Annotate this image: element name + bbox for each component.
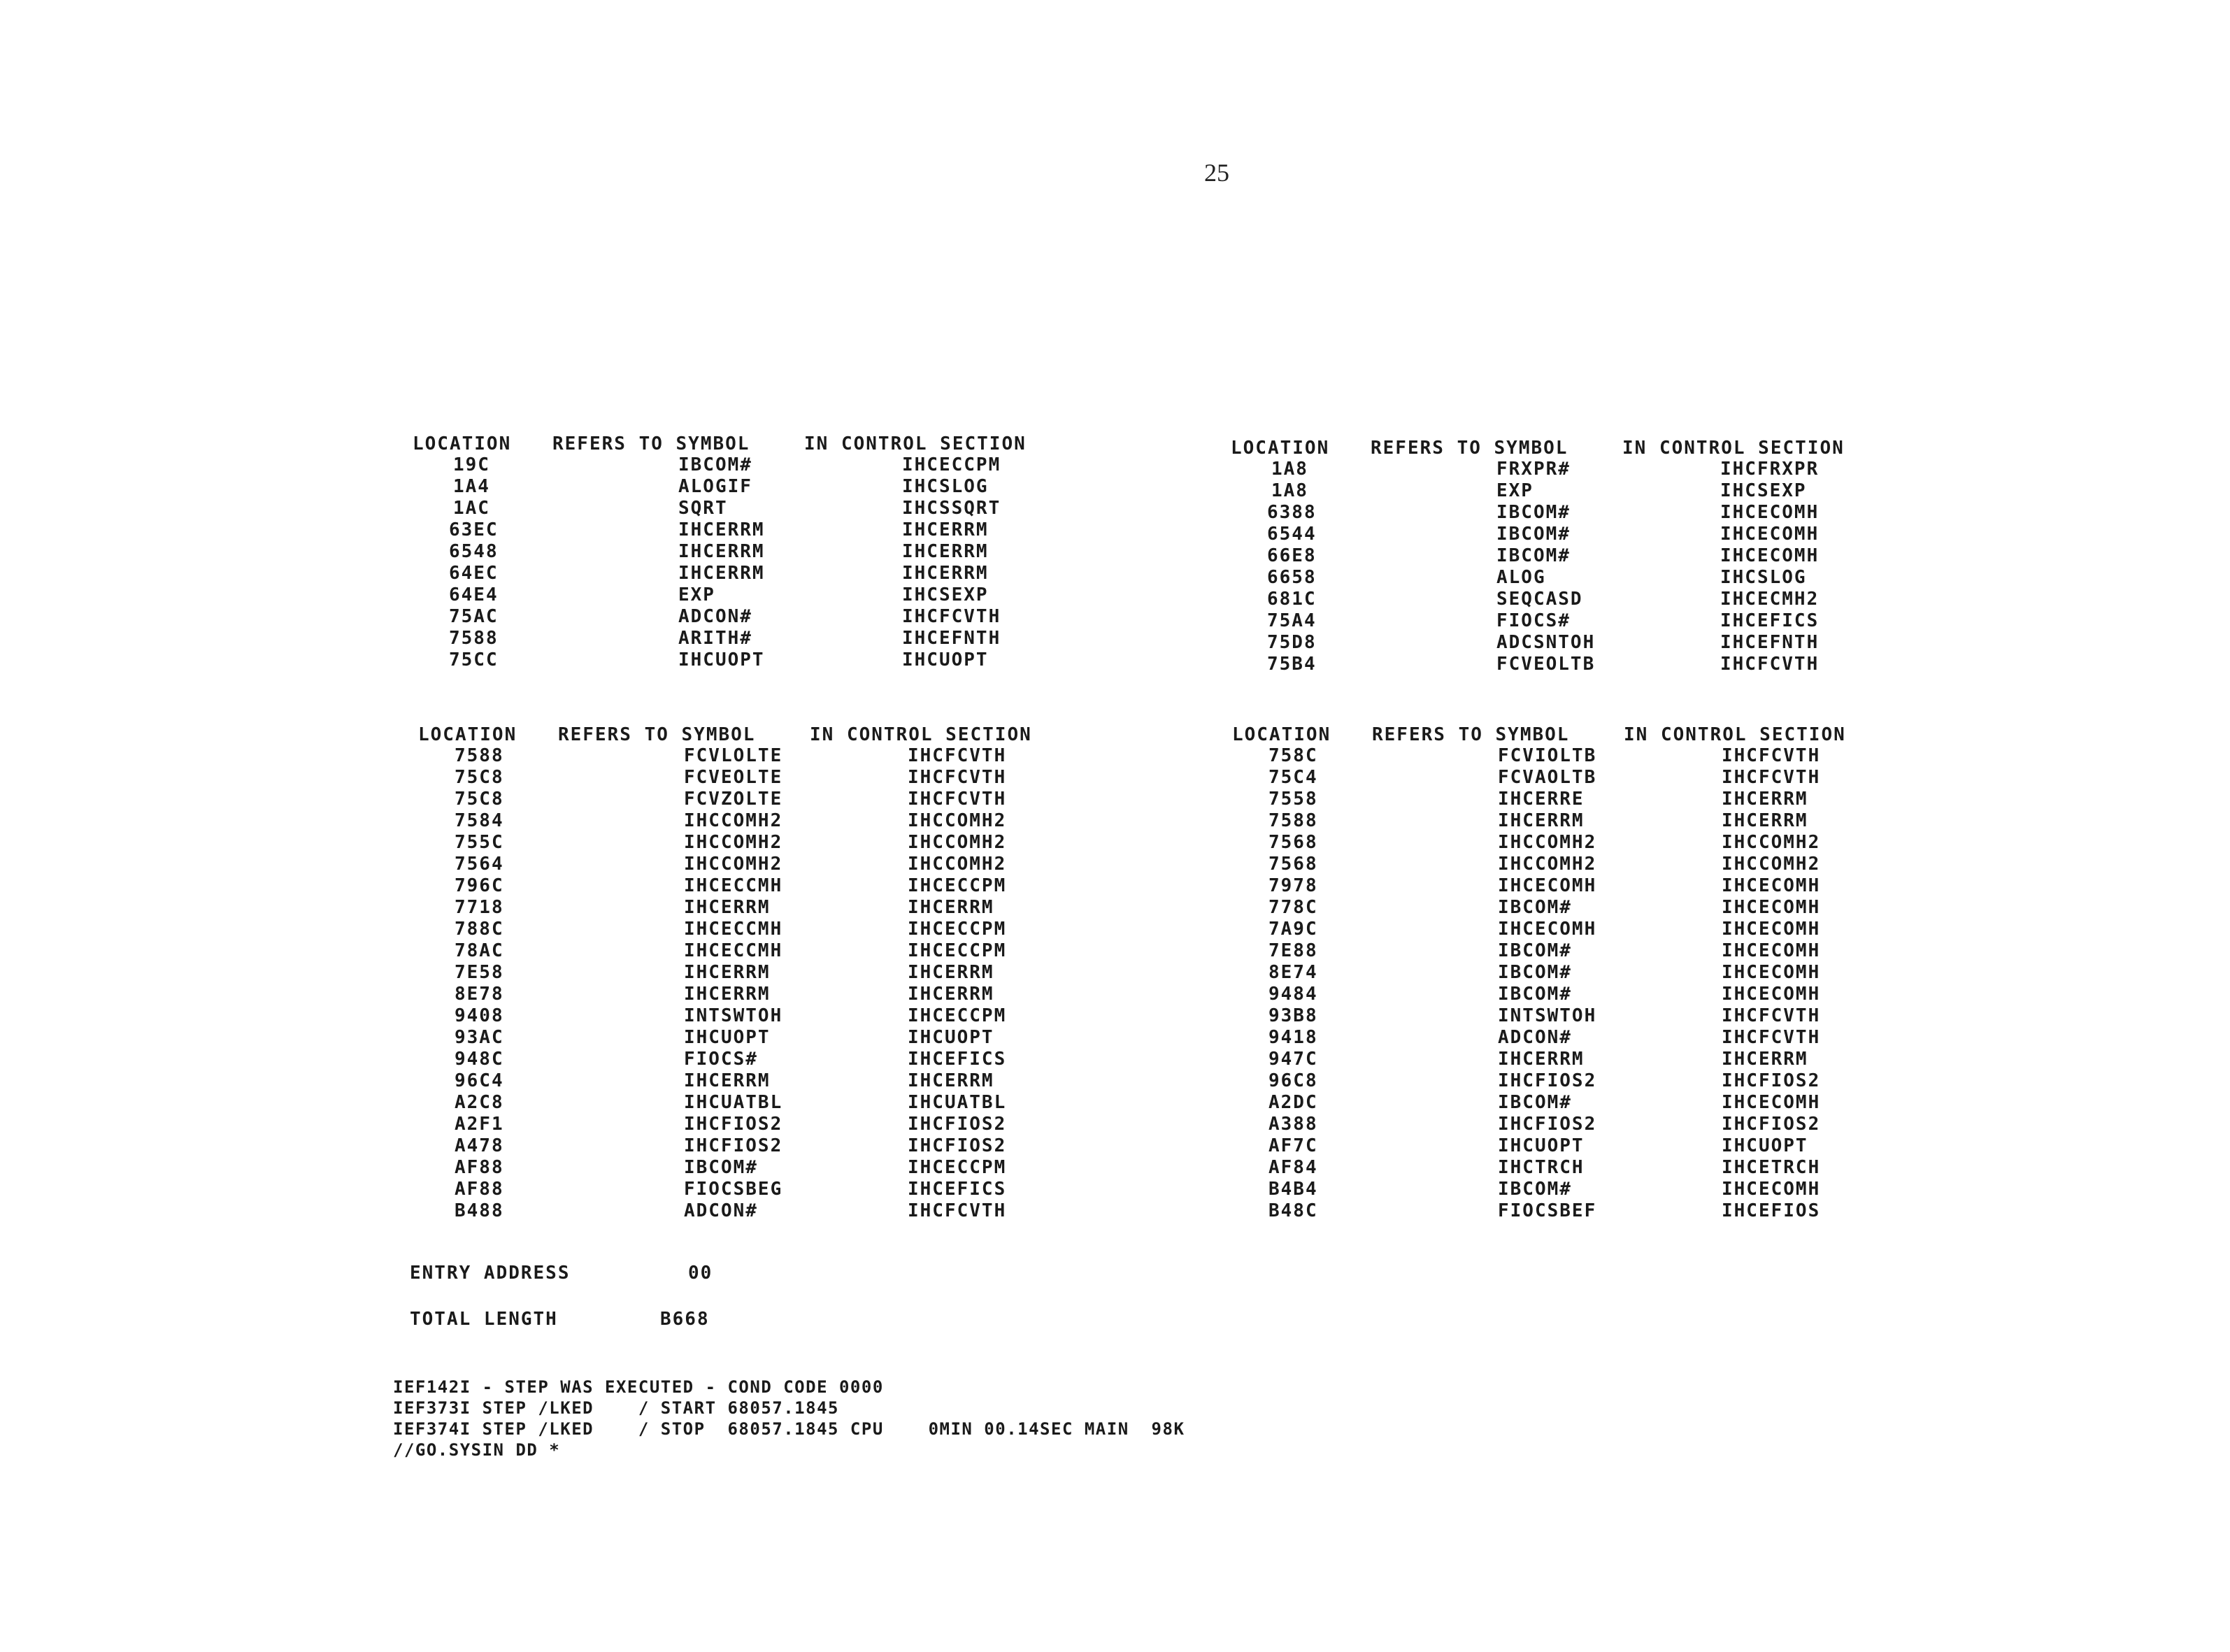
location-cell: 1A8 <box>1271 480 1308 501</box>
symbol-cell: IHCCOMH2 <box>1498 854 1597 875</box>
location-cell: AF88 <box>455 1157 504 1178</box>
control-section-cell: IHCSSQRT <box>902 498 1001 519</box>
control-section-cell: IHCECCPM <box>908 1157 1007 1178</box>
table-row <box>1232 984 1931 1005</box>
table-row <box>418 897 1117 918</box>
symbol-cell: ALOGIF <box>678 476 752 497</box>
location-cell: 96C8 <box>1268 1070 1318 1091</box>
location-cell: 75A4 <box>1267 610 1317 631</box>
location-cell: 75C8 <box>455 767 504 788</box>
table-row <box>413 454 1112 475</box>
symbol-cell: IHCCOMH2 <box>684 832 783 853</box>
location-cell: 7978 <box>1268 875 1318 896</box>
control-section-cell: IHCUOPT <box>908 1027 994 1048</box>
symbol-cell: IHCUOPT <box>1498 1135 1585 1156</box>
header-location: LOCATION <box>418 724 517 745</box>
control-section-cell: IHCECCPM <box>908 1005 1007 1026</box>
control-section-cell: IHCFCVTH <box>1720 654 1820 675</box>
symbol-cell: IHCERRM <box>678 541 765 562</box>
total-length-value: B668 <box>660 1309 710 1330</box>
location-cell: 75B4 <box>1267 654 1317 675</box>
location-cell: 78AC <box>455 940 504 961</box>
control-section-cell: IHCFCVTH <box>908 745 1007 766</box>
symbol-cell: IHCECCMH <box>684 919 783 940</box>
location-cell: 75CC <box>449 649 499 670</box>
location-cell: 7E88 <box>1268 940 1318 961</box>
symbol-cell: IHCECOMH <box>1498 875 1597 896</box>
control-section-cell: IHCECCPM <box>908 919 1007 940</box>
control-section-cell: IHCSLOG <box>902 476 989 497</box>
location-cell: A388 <box>1268 1114 1318 1135</box>
table-row <box>1232 1070 1931 1091</box>
symbol-cell: ARITH# <box>678 628 752 649</box>
table-row <box>418 1157 1117 1178</box>
symbol-cell: FCVZOLTE <box>684 789 783 810</box>
symbol-cell: IHCCOMH2 <box>684 810 783 831</box>
symbol-cell: FCVIOLTB <box>1498 745 1597 766</box>
table-row <box>418 962 1117 983</box>
control-section-cell: IHCEFICS <box>908 1049 1007 1070</box>
table-row <box>1232 832 1931 853</box>
control-section-cell: IHCERRM <box>1722 789 1808 810</box>
location-cell: 6388 <box>1267 502 1317 523</box>
symbol-cell: FCVLOLTE <box>684 745 783 766</box>
location-cell: A2DC <box>1268 1092 1318 1113</box>
location-cell: 93B8 <box>1268 1005 1318 1026</box>
symbol-cell: FCVEOLTE <box>684 767 783 788</box>
table-row <box>1232 919 1931 940</box>
table-row <box>418 1027 1117 1048</box>
symbol-cell: IHCUOPT <box>678 649 765 670</box>
table-row <box>418 789 1117 810</box>
table-row <box>1232 767 1931 788</box>
symbol-cell: IHCERRM <box>684 962 771 983</box>
table-row <box>418 1092 1117 1113</box>
location-cell: 7584 <box>455 810 504 831</box>
location-cell: 96C4 <box>455 1070 504 1091</box>
symbol-cell: IHCERRE <box>1498 789 1585 810</box>
control-section-cell: IHCEFNTH <box>902 628 1001 649</box>
location-cell: 93AC <box>455 1027 504 1048</box>
control-section-cell: IHCCOMH2 <box>908 854 1007 875</box>
location-cell: 947C <box>1268 1049 1318 1070</box>
symbol-cell: INTSWTOH <box>684 1005 783 1026</box>
symbol-cell: IBCOM# <box>1498 984 1572 1005</box>
control-section-cell: IHCFCVTH <box>1722 1027 1821 1048</box>
table-row <box>1231 459 1930 480</box>
symbol-cell: EXP <box>678 584 715 605</box>
total-length-label: TOTAL LENGTH <box>410 1309 558 1330</box>
control-section-cell: IHCECOMH <box>1722 984 1821 1005</box>
symbol-cell: ADCSNTOH <box>1496 632 1596 653</box>
control-section-cell: IHCFCVTH <box>908 767 1007 788</box>
control-section-cell: IHCERRM <box>902 541 989 562</box>
control-section-cell: IHCECMH2 <box>1720 589 1820 610</box>
table-row <box>1232 1179 1931 1200</box>
control-section-cell: IHCUOPT <box>1722 1135 1808 1156</box>
table-row <box>413 584 1112 605</box>
page-number: 25 <box>1204 159 1229 187</box>
table-row <box>413 628 1112 649</box>
control-section-cell: IHCFCVTH <box>1722 1005 1821 1026</box>
location-cell: 1A4 <box>453 476 490 497</box>
control-section-cell: IHCSLOG <box>1720 567 1807 588</box>
location-cell: 7588 <box>449 628 499 649</box>
table-row <box>418 940 1117 961</box>
symbol-cell: IBCOM# <box>1498 940 1572 961</box>
control-section-cell: IHCFRXPR <box>1720 459 1820 480</box>
control-section-cell: IHCSEXP <box>1720 480 1807 501</box>
table-row <box>418 1114 1117 1135</box>
location-cell: 788C <box>455 919 504 940</box>
table-row <box>1232 1114 1931 1135</box>
location-cell: A2C8 <box>455 1092 504 1113</box>
location-cell: 7558 <box>1268 789 1318 810</box>
symbol-cell: ADCON# <box>1498 1027 1572 1048</box>
control-section-cell: IHCERRM <box>908 1070 994 1091</box>
control-section-cell: IHCFCVTH <box>902 606 1001 627</box>
location-cell: B4B4 <box>1268 1179 1318 1200</box>
table-row <box>1232 875 1931 896</box>
control-section-cell: IHCERRM <box>902 519 989 540</box>
symbol-cell: FIOCSBEG <box>684 1179 783 1200</box>
symbol-cell: FCVEOLTB <box>1496 654 1596 675</box>
job-message-1: IEF142I - STEP WAS EXECUTED - COND CODE 0000 <box>393 1377 884 1397</box>
control-section-cell: IHCCOMH2 <box>908 832 1007 853</box>
location-cell: 7718 <box>455 897 504 918</box>
symbol-cell: IHCERRM <box>684 984 771 1005</box>
control-section-cell: IHCFCVTH <box>1722 745 1821 766</box>
location-cell: 8E78 <box>455 984 504 1005</box>
control-section-cell: IHCERRM <box>902 563 989 584</box>
control-section-cell: IHCFCVTH <box>1722 767 1821 788</box>
table-row <box>1232 854 1931 875</box>
control-section-cell: IHCECOMH <box>1722 897 1821 918</box>
control-section-cell: IHCEFIOS <box>1722 1200 1821 1221</box>
location-cell: A478 <box>455 1135 504 1156</box>
control-section-cell: IHCFCVTH <box>908 1200 1007 1221</box>
symbol-cell: IHCCOMH2 <box>1498 832 1597 853</box>
control-section-cell: IHCFCVTH <box>908 789 1007 810</box>
table-row <box>413 498 1112 519</box>
header-in-control-section: IN CONTROL SECTION <box>810 724 1032 745</box>
table-row <box>418 984 1117 1005</box>
location-cell: 9418 <box>1268 1027 1318 1048</box>
table-row <box>1232 789 1931 810</box>
control-section-cell: IHCERRM <box>1722 1049 1808 1070</box>
symbol-cell: FIOCS# <box>1496 610 1571 631</box>
control-section-cell: IHCECOMH <box>1722 919 1821 940</box>
header-location: LOCATION <box>1231 438 1330 459</box>
table-row <box>1232 1157 1931 1178</box>
table-row <box>1231 480 1930 501</box>
symbol-cell: SEQCASD <box>1496 589 1583 610</box>
location-cell: 9484 <box>1268 984 1318 1005</box>
symbol-cell: IHCERRM <box>678 563 765 584</box>
control-section-cell: IHCSEXP <box>902 584 989 605</box>
table-row <box>413 541 1112 562</box>
table-row <box>1232 1005 1931 1026</box>
table-row <box>418 767 1117 788</box>
location-cell: A2F1 <box>455 1114 504 1135</box>
control-section-cell: IHCECOMH <box>1720 545 1820 566</box>
location-cell: AF84 <box>1268 1157 1318 1178</box>
table-row <box>1231 567 1930 588</box>
symbol-cell: IHCECCMH <box>684 875 783 896</box>
location-cell: 755C <box>455 832 504 853</box>
control-section-cell: IHCCOMH2 <box>908 810 1007 831</box>
header-in-control-section: IN CONTROL SECTION <box>1622 438 1845 459</box>
symbol-cell: IBCOM# <box>684 1157 758 1178</box>
control-section-cell: IHCFIOS2 <box>1722 1114 1821 1135</box>
location-cell: 948C <box>455 1049 504 1070</box>
table-row <box>1231 654 1930 675</box>
table-row <box>413 649 1112 670</box>
table-row <box>1231 589 1930 610</box>
table-row <box>418 919 1117 940</box>
location-cell: 758C <box>1268 745 1318 766</box>
reference-table-top-right <box>1231 438 1930 675</box>
symbol-cell: IHCUATBL <box>684 1092 783 1113</box>
symbol-cell: SQRT <box>678 498 728 519</box>
control-section-cell: IHCUOPT <box>902 649 989 670</box>
symbol-cell: IBCOM# <box>1498 1179 1572 1200</box>
control-section-cell: IHCERRM <box>908 984 994 1005</box>
symbol-cell: IBCOM# <box>1498 897 1572 918</box>
symbol-cell: IHCERRM <box>684 897 771 918</box>
symbol-cell: IBCOM# <box>1498 1092 1572 1113</box>
table-row <box>1232 940 1931 961</box>
control-section-cell: IHCERRM <box>908 897 994 918</box>
table-row <box>418 875 1117 896</box>
job-message-4: //GO.SYSIN DD * <box>393 1440 561 1460</box>
header-refers-to-symbol: REFERS TO SYMBOL <box>552 433 750 454</box>
table-row <box>418 1049 1117 1070</box>
control-section-cell: IHCERRM <box>908 962 994 983</box>
location-cell: 75D8 <box>1267 632 1317 653</box>
symbol-cell: ALOG <box>1496 567 1546 588</box>
symbol-cell: IBCOM# <box>1496 524 1571 545</box>
location-cell: 778C <box>1268 897 1318 918</box>
symbol-cell: FCVAOLTB <box>1498 767 1597 788</box>
control-section-cell: IHCFIOS2 <box>1722 1070 1821 1091</box>
control-section-cell: IHCECOMH <box>1720 502 1820 523</box>
symbol-cell: IHCERRM <box>1498 810 1585 831</box>
control-section-cell: IHCCOMH2 <box>1722 832 1821 853</box>
control-section-cell: IHCECOMH <box>1720 524 1820 545</box>
control-section-cell: IHCECOMH <box>1722 1179 1821 1200</box>
job-message-3: IEF374I STEP /LKED / STOP 68057.1845 CPU 0MIN 00.14SEC MAIN 98K <box>393 1419 1185 1439</box>
location-cell: 7568 <box>1268 854 1318 875</box>
table-row <box>1232 1135 1931 1156</box>
location-cell: 64EC <box>449 563 499 584</box>
control-section-cell: IHCECOMH <box>1722 1092 1821 1113</box>
location-cell: 6544 <box>1267 524 1317 545</box>
table-row <box>418 1005 1117 1026</box>
header-in-control-section: IN CONTROL SECTION <box>804 433 1027 454</box>
location-cell: AF88 <box>455 1179 504 1200</box>
location-cell: 796C <box>455 875 504 896</box>
symbol-cell: IHCFIOS2 <box>1498 1114 1597 1135</box>
location-cell: 7564 <box>455 854 504 875</box>
location-cell: 7568 <box>1268 832 1318 853</box>
symbol-cell: IHCERRM <box>1498 1049 1585 1070</box>
control-section-cell: IHCFIOS2 <box>908 1135 1007 1156</box>
control-section-cell: IHCECCPM <box>902 454 1001 475</box>
symbol-cell: IHCFIOS2 <box>1498 1070 1597 1091</box>
symbol-cell: ADCON# <box>684 1200 758 1221</box>
table-row <box>1232 897 1931 918</box>
control-section-cell: IHCUATBL <box>908 1092 1007 1113</box>
location-cell: 75C8 <box>455 789 504 810</box>
table-row <box>418 854 1117 875</box>
header-location: LOCATION <box>1232 724 1331 745</box>
location-cell: 66E8 <box>1267 545 1317 566</box>
table-row <box>418 810 1117 831</box>
table-row <box>418 1179 1117 1200</box>
table-row <box>413 563 1112 584</box>
location-cell: 681C <box>1267 589 1317 610</box>
control-section-cell: IHCCOMH2 <box>1722 854 1821 875</box>
table-row <box>418 745 1117 766</box>
location-cell: 1A8 <box>1271 459 1308 480</box>
table-row <box>1232 1027 1931 1048</box>
control-section-cell: IHCEFICS <box>908 1179 1007 1200</box>
reference-table-top-left <box>413 433 1112 671</box>
symbol-cell: IHCCOMH2 <box>684 854 783 875</box>
header-location: LOCATION <box>413 433 512 454</box>
symbol-cell: IHCFIOS2 <box>684 1135 783 1156</box>
location-cell: 1AC <box>453 498 490 519</box>
table-row <box>1232 962 1931 983</box>
symbol-cell: IBCOM# <box>1496 545 1571 566</box>
symbol-cell: FIOCS# <box>684 1049 758 1070</box>
location-cell: 7588 <box>455 745 504 766</box>
symbol-cell: FIOCSBEF <box>1498 1200 1597 1221</box>
location-cell: 6658 <box>1267 567 1317 588</box>
control-section-cell: IHCECOMH <box>1722 875 1821 896</box>
table-row <box>418 1135 1117 1156</box>
table-row <box>1232 1049 1931 1070</box>
location-cell: 7A9C <box>1268 919 1318 940</box>
symbol-cell: IHCUOPT <box>684 1027 771 1048</box>
control-section-cell: IHCEFICS <box>1720 610 1820 631</box>
entry-address-label: ENTRY ADDRESS <box>410 1263 571 1284</box>
entry-address-value: 00 <box>688 1263 713 1284</box>
table-row <box>1231 632 1930 653</box>
location-cell: 64E4 <box>449 584 499 605</box>
table-row <box>1231 502 1930 523</box>
table-row <box>418 1070 1117 1091</box>
location-cell: B48C <box>1268 1200 1318 1221</box>
table-row <box>1232 810 1931 831</box>
header-refers-to-symbol: REFERS TO SYMBOL <box>1371 438 1568 459</box>
reference-table-bottom-right <box>1232 724 1931 1242</box>
location-cell: 75AC <box>449 606 499 627</box>
symbol-cell: IBCOM# <box>678 454 752 475</box>
job-message-2: IEF373I STEP /LKED / START 68057.1845 <box>393 1398 839 1418</box>
table-row <box>1231 545 1930 566</box>
location-cell: 9408 <box>455 1005 504 1026</box>
header-in-control-section: IN CONTROL SECTION <box>1624 724 1846 745</box>
location-cell: 6548 <box>449 541 499 562</box>
symbol-cell: EXP <box>1496 480 1534 501</box>
symbol-cell: IHCFIOS2 <box>684 1114 783 1135</box>
control-section-cell: IHCERRM <box>1722 810 1808 831</box>
symbol-cell: IHCTRCH <box>1498 1157 1585 1178</box>
location-cell: 7E58 <box>455 962 504 983</box>
symbol-cell: FRXPR# <box>1496 459 1571 480</box>
location-cell: 63EC <box>449 519 499 540</box>
table-row <box>413 519 1112 540</box>
symbol-cell: ADCON# <box>678 606 752 627</box>
table-row <box>1232 1200 1931 1221</box>
location-cell: 8E74 <box>1268 962 1318 983</box>
symbol-cell: IHCERRM <box>678 519 765 540</box>
table-row <box>418 832 1117 853</box>
location-cell: B488 <box>455 1200 504 1221</box>
symbol-cell: IHCECOMH <box>1498 919 1597 940</box>
control-section-cell: IHCECOMH <box>1722 962 1821 983</box>
reference-table-bottom-left <box>418 724 1117 1242</box>
symbol-cell: INTSWTOH <box>1498 1005 1597 1026</box>
symbol-cell: IBCOM# <box>1496 502 1571 523</box>
table-row <box>1232 1092 1931 1113</box>
location-cell: 19C <box>453 454 490 475</box>
header-refers-to-symbol: REFERS TO SYMBOL <box>558 724 756 745</box>
control-section-cell: IHCECOMH <box>1722 940 1821 961</box>
table-row <box>1231 610 1930 631</box>
control-section-cell: IHCECCPM <box>908 875 1007 896</box>
table-row <box>413 476 1112 497</box>
table-row <box>418 1200 1117 1221</box>
symbol-cell: IHCECCMH <box>684 940 783 961</box>
table-row <box>413 606 1112 627</box>
symbol-cell: IHCERRM <box>684 1070 771 1091</box>
location-cell: AF7C <box>1268 1135 1318 1156</box>
symbol-cell: IBCOM# <box>1498 962 1572 983</box>
location-cell: 75C4 <box>1268 767 1318 788</box>
control-section-cell: IHCECCPM <box>908 940 1007 961</box>
table-row <box>1232 745 1931 766</box>
control-section-cell: IHCEFNTH <box>1720 632 1820 653</box>
location-cell: 7588 <box>1268 810 1318 831</box>
header-refers-to-symbol: REFERS TO SYMBOL <box>1372 724 1570 745</box>
control-section-cell: IHCETRCH <box>1722 1157 1821 1178</box>
control-section-cell: IHCFIOS2 <box>908 1114 1007 1135</box>
table-row <box>1231 524 1930 545</box>
